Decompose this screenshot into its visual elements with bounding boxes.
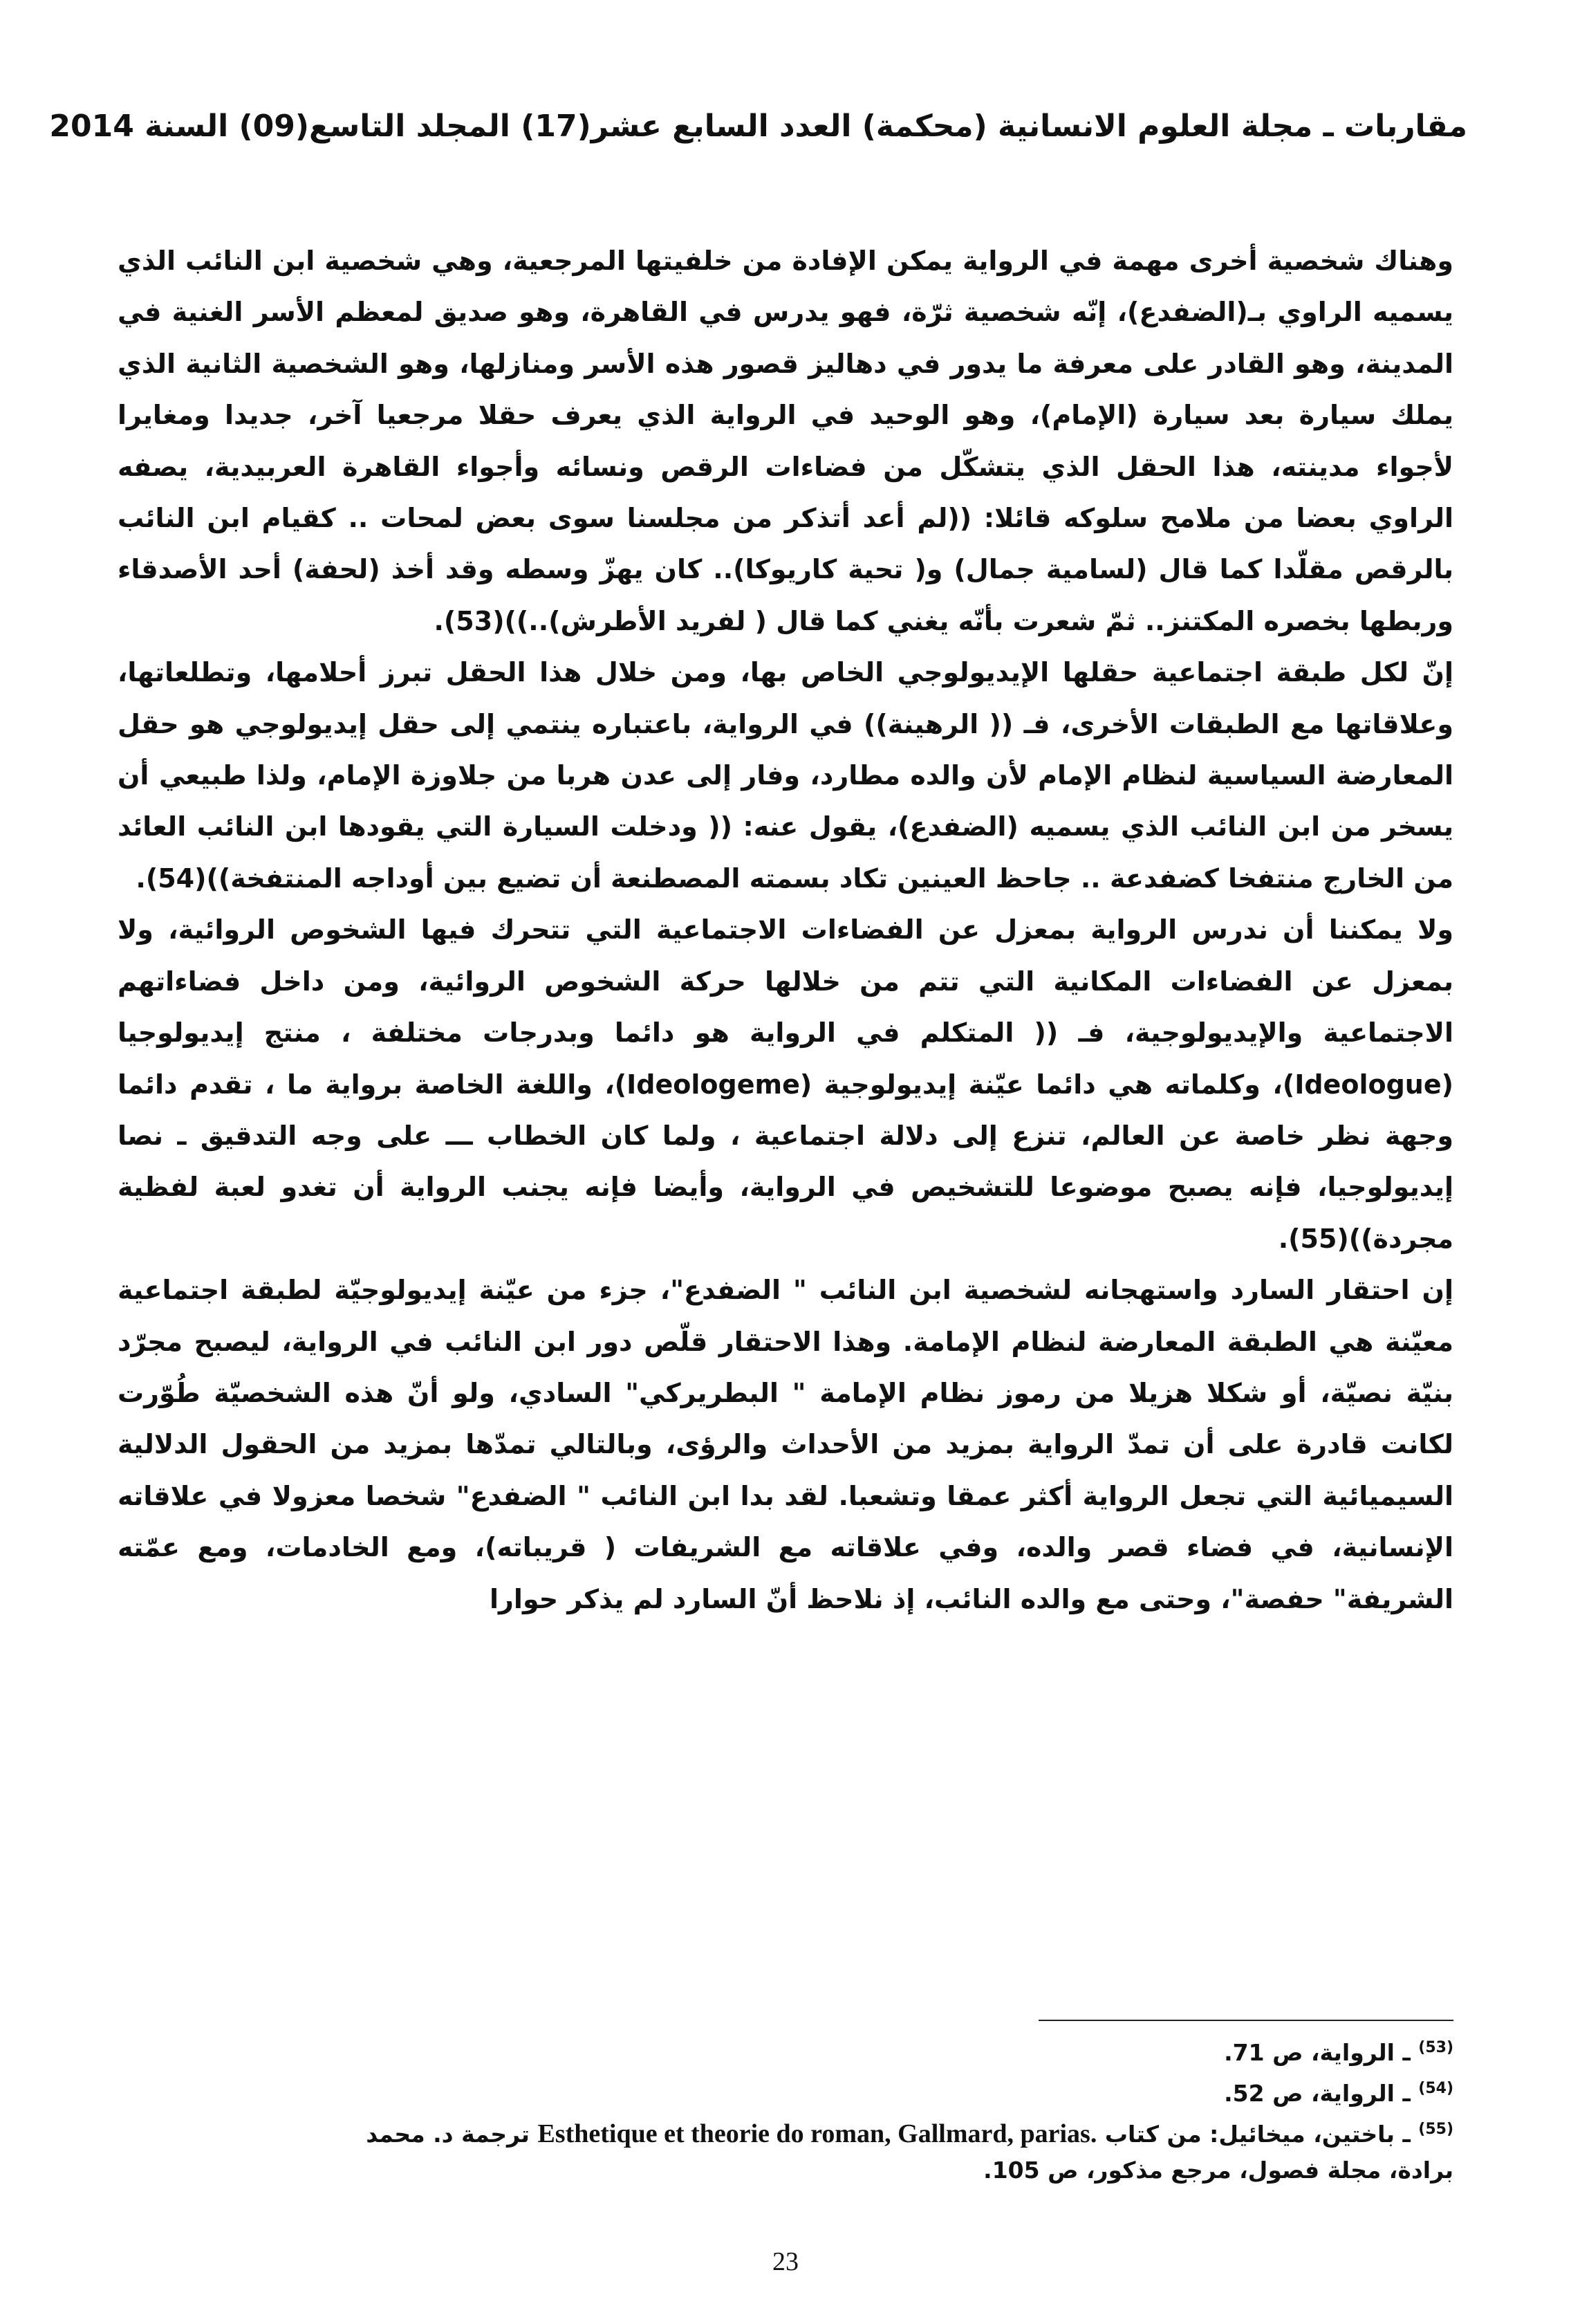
footnote-text-continued: ترجمة د. محمد	[366, 2121, 530, 2148]
article-body	[118, 235, 1453, 1625]
paragraph: إنّ لكل طبقة اجتماعية حقلها الإيديولوجي الخاص بها، ومن خلال هذا الحقل تبرز أحلامها، وتطلعاتها، وعلاقاتها مع الطبقات الأخرى، فـ (( الرهينة)) في الرواية، باعتباره ينتمي إلى حقل إيديولوجي هو حقل المعارضة السياسية لنظام الإمام لأن والده مطارد، وفار إلى عدن هربا من جلاوزة الإمام، ولذا طبيعي أن يسخر من ابن النائب الذي يسميه (الضفدع)، يقول عنه: (( ودخلت السيارة التي يقودها ابن النائب العائد من الخارج منتفخا كضفدعة .. جاحظ العينين تكاد بسمته المصطنعة أن تضيع بين أوداجه المنتفخة))(54).	[118, 657, 1453, 894]
footnote-text: برادة، مجلة فصول، مرجع مذكور، ص 105.	[983, 2157, 1453, 2184]
paragraph: إن احتقار السارد واستهجانه لشخصية ابن النائب " الضفدع"، جزء من عيّنة إيديولوجيّة لطبقة اجتماعية معيّنة هي الطبقة المعارضة لنظام الإمامة. وهذا الاحتقار قلّص دور ابن النائب في الرواية، ليصبح مجرّد بنيّة نصيّة، أو شكلا هزيلا من رموز نظام الإمامة " البطريركي" السادي، ولو أنّ هذه الشخصيّة طُوّرت لكانت قادرة على أن تمدّ الرواية بمزيد من الأحداث والرؤى، وبالتالي تمدّها بمزيد من الحقول الدلالية السيميائية التي تجعل الرواية أكثر عمقا وتشعبا. لقد بدا ابن النائب " الضفدع" شخصا معزولا في علاقاته الإنسانية، في فضاء قصر والده، وفي علاقاته مع الشريفات ( قريباته)، ومع الخادمات، ومع عمّته الشريفة" حفصة"، وحتى مع والده النائب، إذ نلاحظ أنّ السارد لم يذكر حوارا	[118, 1275, 1453, 1614]
footnote-number: (55)	[1418, 2121, 1453, 2138]
footnote-number: (53)	[1418, 2039, 1453, 2056]
footnote-55-continuation	[118, 2152, 1453, 2188]
footnote-53	[118, 2030, 1453, 2071]
journal-header: مقاربات ـ مجلة العلوم الانسانية (محكمة) العدد السابع عشر(17) المجلد التاسع(09) السنة 2014	[49, 109, 1467, 144]
footnote-text: ـ الرواية، ص 52.	[1224, 2080, 1411, 2107]
footnotes	[118, 2030, 1453, 2188]
footnote-text: ـ الرواية، ص 71.	[1224, 2039, 1411, 2066]
footnote-book-title: Esthetique et theorie do roman, Gallmard, parias.	[537, 2119, 1097, 2148]
footnote-number: (54)	[1418, 2080, 1453, 2097]
paragraph: وهناك شخصية أخرى مهمة في الرواية يمكن الإفادة من خلفيتها المرجعية، وهي شخصية ابن النائب الذي يسميه الراوي بـ(الضفدع)، إنّه شخصية ثرّة، فهو يدرس في القاهرة، وهو صديق لمعظم الأسر الغنية في المدينة، وهو القادر على معرفة ما يدور في دهاليز قصور هذه الأسر ومنازلها، وهو الشخصية الثانية الذي يملك سيارة بعد سيارة (الإمام)، وهو الوحيد في الرواية الذي يعرف حقلا مرجعيا آخر، جديدا ومغايرا لأجواء مدينته، هذا الحقل الذي يتشكّل من فضاءات الرقص ونسائه وأجواء القاهرة العربيدية، يصفه الراوي بعضا من ملامح سلوكه قائلا: ((لم أعد أتذكر من مجلسنا سوى بعض لمحات .. كقيام ابن النائب بالرقص مقلّدا كما قال (لسامية جمال) و( تحية كاريوكا).. كان يهزّ وسطه وقد أخذ (لحفة) أحد الأصدقاء وربطها بخصره المكتنز.. ثمّ شعرت بأنّه يغني كما قال ( لفريد الأطرش)..))(53).	[118, 246, 1453, 636]
footnote-divider	[1039, 2020, 1453, 2021]
paragraph: ولا يمكننا أن ندرس الرواية بمعزل عن الفضاءات الاجتماعية التي تتحرك فيها الشخوص الروائية، ولا بمعزل عن الفضاءات المكانية التي تتم من خلالها حركة الشخوص الروائية، ومن داخل فضاءاتهم الاجتماعية والإيديولوجية، فـ (( المتكلم في الرواية هو دائما وبدرجات مختلفة ، منتج إيديولوجيا (Ideologue)، وكلماته هي دائما عيّنة إيديولوجية (Ideologeme)، واللغة الخاصة برواية ما ، تقدم دائما وجهة نظر خاصة عن العالم، تنزع إلى دلالة اجتماعية ، ولما كان الخطاب ـــ على وجه التدقيق ـ نصا إيديولوجيا، فإنه يصبح موضوعا للتشخيص في الرواية، وأيضا فإنه يجنب الرواية أن تغدو لعبة لفظية مجردة))(55).	[118, 914, 1453, 1254]
footnote-55	[118, 2112, 1453, 2152]
page-number: 23	[772, 2247, 799, 2276]
footnote-54	[118, 2071, 1453, 2112]
footnote-text: ـ باختين، ميخائيل: من كتاب	[1104, 2121, 1411, 2148]
